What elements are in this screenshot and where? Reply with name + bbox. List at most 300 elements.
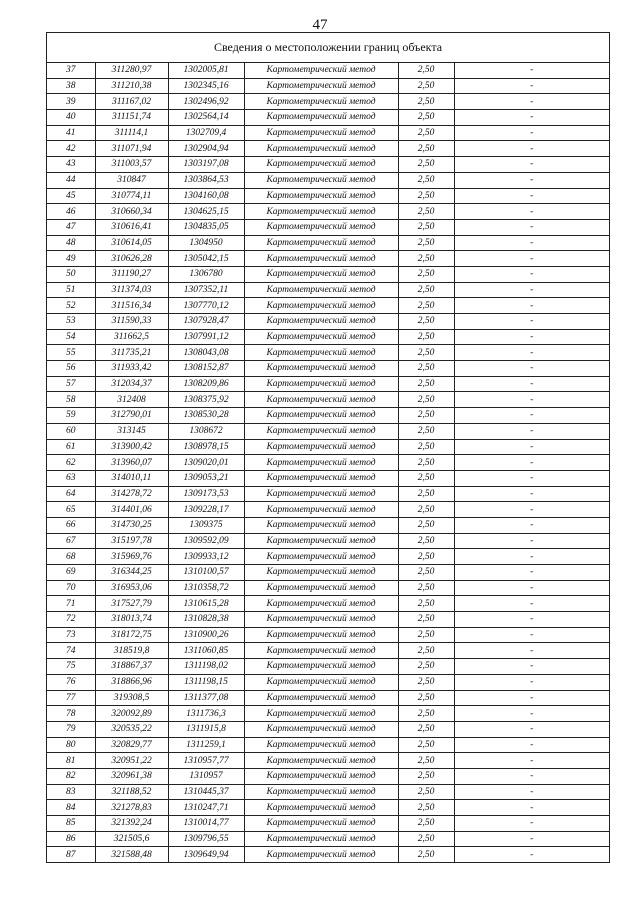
accuracy-cell: 2,50 xyxy=(398,345,454,361)
y-coordinate-cell: 1310615,28 xyxy=(168,596,244,612)
point-number-cell: 68 xyxy=(47,549,95,565)
method-cell: Картометрический метод xyxy=(244,596,398,612)
accuracy-cell: 2,50 xyxy=(398,94,454,110)
accuracy-cell: 2,50 xyxy=(398,768,454,784)
y-coordinate-cell: 1310014,77 xyxy=(168,816,244,832)
method-cell: Картометрический метод xyxy=(244,659,398,675)
y-coordinate-cell: 1310247,71 xyxy=(168,800,244,816)
y-coordinate-cell: 1311736,3 xyxy=(168,706,244,722)
table-row xyxy=(47,439,609,455)
table-row xyxy=(47,266,609,282)
accuracy-cell: 2,50 xyxy=(398,329,454,345)
accuracy-cell: 2,50 xyxy=(398,737,454,753)
y-coordinate-cell: 1309228,17 xyxy=(168,502,244,518)
y-coordinate-cell: 1302496,92 xyxy=(168,94,244,110)
page-number: 47 xyxy=(312,17,328,33)
point-number-cell: 67 xyxy=(47,533,95,549)
method-cell: Картометрический метод xyxy=(244,580,398,596)
point-number-cell: 42 xyxy=(47,141,95,157)
table-row xyxy=(47,219,609,235)
point-number-cell: 79 xyxy=(47,721,95,737)
description-cell: - xyxy=(454,565,609,581)
x-coordinate-cell: 315197,78 xyxy=(95,533,168,549)
point-number-cell: 48 xyxy=(47,235,95,251)
x-coordinate-cell: 310660,34 xyxy=(95,204,168,220)
table-row xyxy=(47,549,609,565)
point-number-cell: 66 xyxy=(47,517,95,533)
y-coordinate-cell: 1310358,72 xyxy=(168,580,244,596)
method-cell: Картометрический метод xyxy=(244,172,398,188)
description-cell: - xyxy=(454,204,609,220)
accuracy-cell: 2,50 xyxy=(398,800,454,816)
description-cell: - xyxy=(454,721,609,737)
accuracy-cell: 2,50 xyxy=(398,721,454,737)
table-row xyxy=(47,784,609,800)
description-cell: - xyxy=(454,580,609,596)
point-number-cell: 59 xyxy=(47,408,95,424)
method-cell: Картометрический метод xyxy=(244,549,398,565)
accuracy-cell: 2,50 xyxy=(398,298,454,314)
y-coordinate-cell: 1303864,53 xyxy=(168,172,244,188)
y-coordinate-cell: 1307770,12 xyxy=(168,298,244,314)
point-number-cell: 55 xyxy=(47,345,95,361)
table-row xyxy=(47,188,609,204)
method-cell: Картометрический метод xyxy=(244,408,398,424)
table-row xyxy=(47,110,609,126)
point-number-cell: 70 xyxy=(47,580,95,596)
accuracy-cell: 2,50 xyxy=(398,172,454,188)
point-number-cell: 86 xyxy=(47,831,95,847)
y-coordinate-cell: 1307352,11 xyxy=(168,282,244,298)
x-coordinate-cell: 311071,94 xyxy=(95,141,168,157)
point-number-cell: 62 xyxy=(47,455,95,471)
x-coordinate-cell: 311933,42 xyxy=(95,361,168,377)
point-number-cell: 47 xyxy=(47,219,95,235)
x-coordinate-cell: 315969,76 xyxy=(95,549,168,565)
x-coordinate-cell: 311114,1 xyxy=(95,125,168,141)
y-coordinate-cell: 1311198,15 xyxy=(168,674,244,690)
table-row xyxy=(47,737,609,753)
description-cell: - xyxy=(454,847,609,863)
method-cell: Картометрический метод xyxy=(244,517,398,533)
method-cell: Картометрический метод xyxy=(244,643,398,659)
description-cell: - xyxy=(454,298,609,314)
y-coordinate-cell: 1304160,08 xyxy=(168,188,244,204)
accuracy-cell: 2,50 xyxy=(398,580,454,596)
table-row xyxy=(47,816,609,832)
y-coordinate-cell: 1310957,77 xyxy=(168,753,244,769)
description-cell: - xyxy=(454,816,609,832)
description-cell: - xyxy=(454,423,609,439)
accuracy-cell: 2,50 xyxy=(398,674,454,690)
x-coordinate-cell: 310616,41 xyxy=(95,219,168,235)
x-coordinate-cell: 311590,33 xyxy=(95,314,168,330)
description-cell: - xyxy=(454,549,609,565)
method-cell: Картометрический метод xyxy=(244,737,398,753)
x-coordinate-cell: 314010,11 xyxy=(95,470,168,486)
accuracy-cell: 2,50 xyxy=(398,753,454,769)
y-coordinate-cell: 1304835,05 xyxy=(168,219,244,235)
point-number-cell: 53 xyxy=(47,314,95,330)
table-row xyxy=(47,831,609,847)
y-coordinate-cell: 1310900,26 xyxy=(168,627,244,643)
method-cell: Картометрический метод xyxy=(244,63,398,78)
table-row xyxy=(47,800,609,816)
method-cell: Картометрический метод xyxy=(244,533,398,549)
point-number-cell: 46 xyxy=(47,204,95,220)
accuracy-cell: 2,50 xyxy=(398,408,454,424)
description-cell: - xyxy=(454,517,609,533)
table-row xyxy=(47,94,609,110)
accuracy-cell: 2,50 xyxy=(398,439,454,455)
table-row xyxy=(47,470,609,486)
table-row xyxy=(47,314,609,330)
accuracy-cell: 2,50 xyxy=(398,502,454,518)
table-row xyxy=(47,674,609,690)
method-cell: Картометрический метод xyxy=(244,565,398,581)
y-coordinate-cell: 1309053,21 xyxy=(168,470,244,486)
point-number-cell: 80 xyxy=(47,737,95,753)
method-cell: Картометрический метод xyxy=(244,110,398,126)
point-number-cell: 56 xyxy=(47,361,95,377)
description-cell: - xyxy=(454,439,609,455)
table-row xyxy=(47,204,609,220)
y-coordinate-cell: 1310828,38 xyxy=(168,612,244,628)
description-cell: - xyxy=(454,659,609,675)
point-number-cell: 78 xyxy=(47,706,95,722)
y-coordinate-cell: 1311060,85 xyxy=(168,643,244,659)
boundary-table-frame xyxy=(46,32,610,863)
table-row xyxy=(47,392,609,408)
method-cell: Картометрический метод xyxy=(244,753,398,769)
x-coordinate-cell: 311151,74 xyxy=(95,110,168,126)
y-coordinate-cell: 1306780 xyxy=(168,266,244,282)
y-coordinate-cell: 1310100,57 xyxy=(168,565,244,581)
table-row xyxy=(47,282,609,298)
x-coordinate-cell: 312790,01 xyxy=(95,408,168,424)
table-row xyxy=(47,627,609,643)
description-cell: - xyxy=(454,784,609,800)
y-coordinate-cell: 1310957 xyxy=(168,768,244,784)
y-coordinate-cell: 1309649,94 xyxy=(168,847,244,863)
y-coordinate-cell: 1308209,86 xyxy=(168,376,244,392)
x-coordinate-cell: 311210,38 xyxy=(95,78,168,94)
method-cell: Картометрический метод xyxy=(244,298,398,314)
accuracy-cell: 2,50 xyxy=(398,784,454,800)
x-coordinate-cell: 321278,83 xyxy=(95,800,168,816)
table-row xyxy=(47,847,609,863)
point-number-cell: 77 xyxy=(47,690,95,706)
description-cell: - xyxy=(454,282,609,298)
accuracy-cell: 2,50 xyxy=(398,549,454,565)
accuracy-cell: 2,50 xyxy=(398,125,454,141)
x-coordinate-cell: 314278,72 xyxy=(95,486,168,502)
description-cell: - xyxy=(454,533,609,549)
x-coordinate-cell: 318013,74 xyxy=(95,612,168,628)
table-row xyxy=(47,345,609,361)
method-cell: Картометрический метод xyxy=(244,627,398,643)
x-coordinate-cell: 310614,05 xyxy=(95,235,168,251)
description-cell: - xyxy=(454,94,609,110)
x-coordinate-cell: 313900,42 xyxy=(95,439,168,455)
description-cell: - xyxy=(454,266,609,282)
point-number-cell: 82 xyxy=(47,768,95,784)
description-cell: - xyxy=(454,674,609,690)
method-cell: Картометрический метод xyxy=(244,674,398,690)
x-coordinate-cell: 310847 xyxy=(95,172,168,188)
x-coordinate-cell: 312408 xyxy=(95,392,168,408)
accuracy-cell: 2,50 xyxy=(398,110,454,126)
point-number-cell: 38 xyxy=(47,78,95,94)
method-cell: Картометрический метод xyxy=(244,251,398,267)
y-coordinate-cell: 1303197,08 xyxy=(168,157,244,173)
x-coordinate-cell: 316953,06 xyxy=(95,580,168,596)
y-coordinate-cell: 1310445,37 xyxy=(168,784,244,800)
accuracy-cell: 2,50 xyxy=(398,533,454,549)
x-coordinate-cell: 319308,5 xyxy=(95,690,168,706)
y-coordinate-cell: 1309173,53 xyxy=(168,486,244,502)
x-coordinate-cell: 311735,21 xyxy=(95,345,168,361)
description-cell: - xyxy=(454,141,609,157)
point-number-cell: 60 xyxy=(47,423,95,439)
description-cell: - xyxy=(454,110,609,126)
point-number-cell: 40 xyxy=(47,110,95,126)
description-cell: - xyxy=(454,690,609,706)
point-number-cell: 58 xyxy=(47,392,95,408)
x-coordinate-cell: 321188,52 xyxy=(95,784,168,800)
y-coordinate-cell: 1311915,8 xyxy=(168,721,244,737)
method-cell: Картометрический метод xyxy=(244,768,398,784)
point-number-cell: 81 xyxy=(47,753,95,769)
description-cell: - xyxy=(454,235,609,251)
point-number-cell: 84 xyxy=(47,800,95,816)
point-number-cell: 39 xyxy=(47,94,95,110)
description-cell: - xyxy=(454,408,609,424)
table-row xyxy=(47,612,609,628)
x-coordinate-cell: 311662,5 xyxy=(95,329,168,345)
method-cell: Картометрический метод xyxy=(244,486,398,502)
table-row xyxy=(47,157,609,173)
x-coordinate-cell: 321505,6 xyxy=(95,831,168,847)
accuracy-cell: 2,50 xyxy=(398,392,454,408)
description-cell: - xyxy=(454,78,609,94)
y-coordinate-cell: 1311198,02 xyxy=(168,659,244,675)
method-cell: Картометрический метод xyxy=(244,219,398,235)
description-cell: - xyxy=(454,800,609,816)
table-row xyxy=(47,455,609,471)
accuracy-cell: 2,50 xyxy=(398,643,454,659)
accuracy-cell: 2,50 xyxy=(398,627,454,643)
point-number-cell: 43 xyxy=(47,157,95,173)
x-coordinate-cell: 320951,22 xyxy=(95,753,168,769)
accuracy-cell: 2,50 xyxy=(398,219,454,235)
x-coordinate-cell: 318172,75 xyxy=(95,627,168,643)
point-number-cell: 85 xyxy=(47,816,95,832)
accuracy-cell: 2,50 xyxy=(398,376,454,392)
accuracy-cell: 2,50 xyxy=(398,63,454,78)
y-coordinate-cell: 1309933,12 xyxy=(168,549,244,565)
y-coordinate-cell: 1309592,09 xyxy=(168,533,244,549)
accuracy-cell: 2,50 xyxy=(398,251,454,267)
method-cell: Картометрический метод xyxy=(244,831,398,847)
accuracy-cell: 2,50 xyxy=(398,78,454,94)
description-cell: - xyxy=(454,831,609,847)
x-coordinate-cell: 312034,37 xyxy=(95,376,168,392)
accuracy-cell: 2,50 xyxy=(398,235,454,251)
point-number-cell: 73 xyxy=(47,627,95,643)
description-cell: - xyxy=(454,157,609,173)
y-coordinate-cell: 1302904,94 xyxy=(168,141,244,157)
accuracy-cell: 2,50 xyxy=(398,816,454,832)
description-cell: - xyxy=(454,392,609,408)
table-row xyxy=(47,376,609,392)
point-number-cell: 63 xyxy=(47,470,95,486)
point-number-cell: 49 xyxy=(47,251,95,267)
point-number-cell: 65 xyxy=(47,502,95,518)
point-number-cell: 72 xyxy=(47,612,95,628)
x-coordinate-cell: 311167,02 xyxy=(95,94,168,110)
y-coordinate-cell: 1309020,01 xyxy=(168,455,244,471)
y-coordinate-cell: 1302709,4 xyxy=(168,125,244,141)
point-number-cell: 44 xyxy=(47,172,95,188)
x-coordinate-cell: 311516,34 xyxy=(95,298,168,314)
table-row xyxy=(47,78,609,94)
method-cell: Картометрический метод xyxy=(244,376,398,392)
table-row xyxy=(47,517,609,533)
x-coordinate-cell: 314730,25 xyxy=(95,517,168,533)
accuracy-cell: 2,50 xyxy=(398,157,454,173)
method-cell: Картометрический метод xyxy=(244,266,398,282)
table-row xyxy=(47,172,609,188)
description-cell: - xyxy=(454,188,609,204)
table-row xyxy=(47,298,609,314)
point-number-cell: 41 xyxy=(47,125,95,141)
description-cell: - xyxy=(454,361,609,377)
description-cell: - xyxy=(454,63,609,78)
method-cell: Картометрический метод xyxy=(244,282,398,298)
accuracy-cell: 2,50 xyxy=(398,517,454,533)
x-coordinate-cell: 320535,22 xyxy=(95,721,168,737)
table-row xyxy=(47,486,609,502)
accuracy-cell: 2,50 xyxy=(398,486,454,502)
method-cell: Картометрический метод xyxy=(244,502,398,518)
table-row xyxy=(47,565,609,581)
method-cell: Картометрический метод xyxy=(244,816,398,832)
x-coordinate-cell: 311280,97 xyxy=(95,63,168,78)
point-number-cell: 61 xyxy=(47,439,95,455)
point-number-cell: 64 xyxy=(47,486,95,502)
coordinates-table-body xyxy=(47,63,609,863)
method-cell: Картометрический метод xyxy=(244,690,398,706)
x-coordinate-cell: 320961,38 xyxy=(95,768,168,784)
point-number-cell: 50 xyxy=(47,266,95,282)
table-row xyxy=(47,533,609,549)
method-cell: Картометрический метод xyxy=(244,455,398,471)
table-row xyxy=(47,235,609,251)
y-coordinate-cell: 1302005,81 xyxy=(168,63,244,78)
y-coordinate-cell: 1311259,1 xyxy=(168,737,244,753)
accuracy-cell: 2,50 xyxy=(398,141,454,157)
method-cell: Картометрический метод xyxy=(244,361,398,377)
method-cell: Картометрический метод xyxy=(244,612,398,628)
y-coordinate-cell: 1308672 xyxy=(168,423,244,439)
description-cell: - xyxy=(454,219,609,235)
accuracy-cell: 2,50 xyxy=(398,455,454,471)
coordinates-table xyxy=(47,63,609,863)
method-cell: Картометрический метод xyxy=(244,470,398,486)
point-number-cell: 87 xyxy=(47,847,95,863)
accuracy-cell: 2,50 xyxy=(398,314,454,330)
table-row xyxy=(47,721,609,737)
method-cell: Картометрический метод xyxy=(244,188,398,204)
x-coordinate-cell: 320092,89 xyxy=(95,706,168,722)
description-cell: - xyxy=(454,376,609,392)
method-cell: Картометрический метод xyxy=(244,423,398,439)
x-coordinate-cell: 313145 xyxy=(95,423,168,439)
table-row xyxy=(47,125,609,141)
table-row xyxy=(47,502,609,518)
description-cell: - xyxy=(454,486,609,502)
accuracy-cell: 2,50 xyxy=(398,188,454,204)
x-coordinate-cell: 318866,96 xyxy=(95,674,168,690)
accuracy-cell: 2,50 xyxy=(398,612,454,628)
point-number-cell: 74 xyxy=(47,643,95,659)
y-coordinate-cell: 1308978,15 xyxy=(168,439,244,455)
accuracy-cell: 2,50 xyxy=(398,847,454,863)
table-row xyxy=(47,141,609,157)
x-coordinate-cell: 318519,8 xyxy=(95,643,168,659)
x-coordinate-cell: 310626,28 xyxy=(95,251,168,267)
table-row xyxy=(47,63,609,78)
y-coordinate-cell: 1304950 xyxy=(168,235,244,251)
accuracy-cell: 2,50 xyxy=(398,470,454,486)
y-coordinate-cell: 1307991,12 xyxy=(168,329,244,345)
accuracy-cell: 2,50 xyxy=(398,565,454,581)
description-cell: - xyxy=(454,627,609,643)
table-row xyxy=(47,596,609,612)
point-number-cell: 37 xyxy=(47,63,95,78)
point-number-cell: 57 xyxy=(47,376,95,392)
description-cell: - xyxy=(454,455,609,471)
x-coordinate-cell: 320829,77 xyxy=(95,737,168,753)
point-number-cell: 71 xyxy=(47,596,95,612)
accuracy-cell: 2,50 xyxy=(398,266,454,282)
accuracy-cell: 2,50 xyxy=(398,831,454,847)
y-coordinate-cell: 1304625,15 xyxy=(168,204,244,220)
y-coordinate-cell: 1309796,55 xyxy=(168,831,244,847)
y-coordinate-cell: 1308043,08 xyxy=(168,345,244,361)
method-cell: Картометрический метод xyxy=(244,94,398,110)
x-coordinate-cell: 318867,37 xyxy=(95,659,168,675)
x-coordinate-cell: 311374,03 xyxy=(95,282,168,298)
y-coordinate-cell: 1308152,87 xyxy=(168,361,244,377)
description-cell: - xyxy=(454,125,609,141)
method-cell: Картометрический метод xyxy=(244,141,398,157)
x-coordinate-cell: 321588,48 xyxy=(95,847,168,863)
accuracy-cell: 2,50 xyxy=(398,361,454,377)
point-number-cell: 54 xyxy=(47,329,95,345)
method-cell: Картометрический метод xyxy=(244,392,398,408)
table-row xyxy=(47,643,609,659)
x-coordinate-cell: 317527,79 xyxy=(95,596,168,612)
description-cell: - xyxy=(454,643,609,659)
table-caption: Сведения о местоположении границ объекта xyxy=(47,33,609,63)
description-cell: - xyxy=(454,329,609,345)
y-coordinate-cell: 1305042,15 xyxy=(168,251,244,267)
method-cell: Картометрический метод xyxy=(244,314,398,330)
method-cell: Картометрический метод xyxy=(244,78,398,94)
table-row xyxy=(47,706,609,722)
